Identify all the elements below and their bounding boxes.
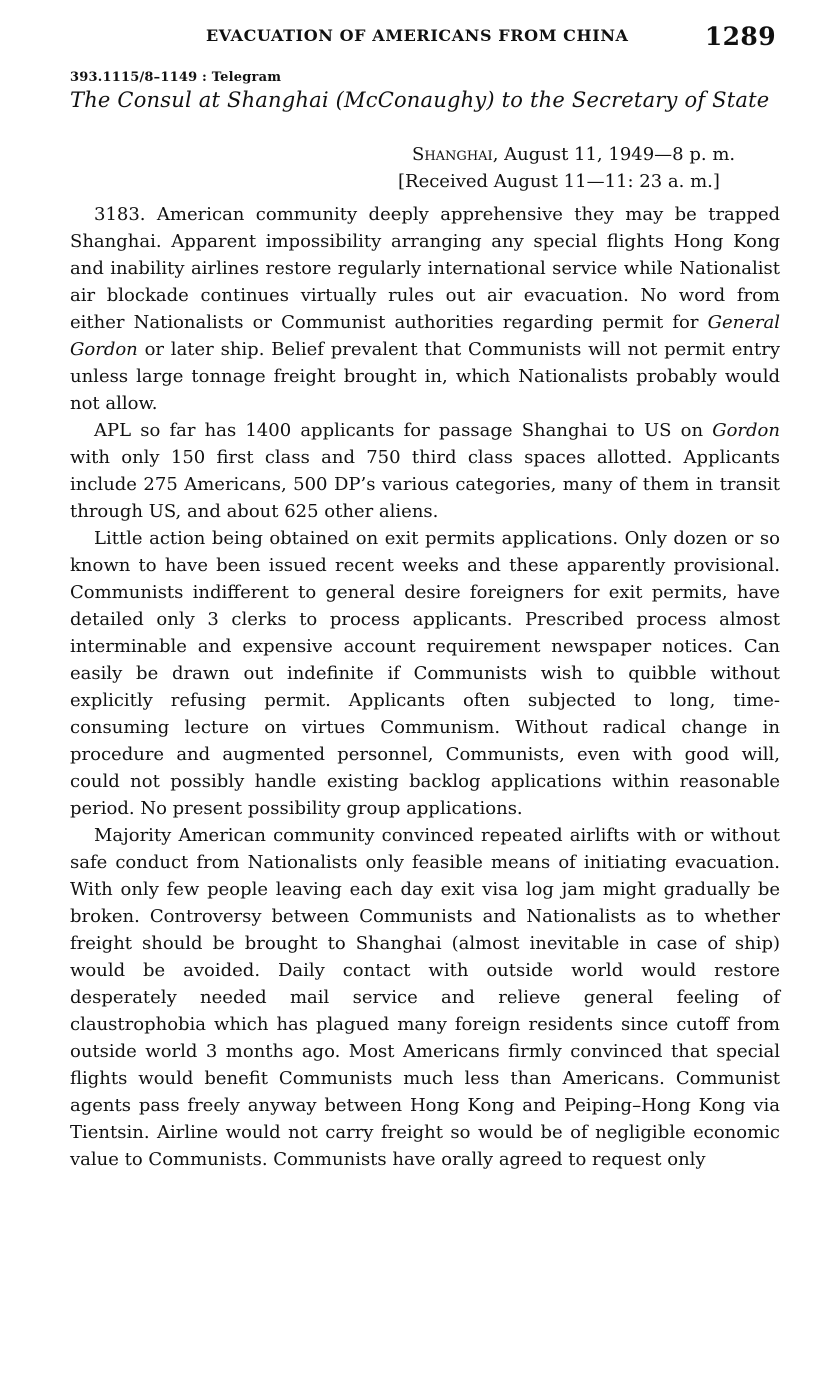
document-title: The Consul at Shanghai (McConaughy) to the Secretary of State (70, 88, 770, 112)
received-line: [Received August 11—11: 23 a. m.] (398, 171, 720, 192)
ship-name-gordon: Gordon (712, 420, 780, 441)
paragraph-2-text-b: with only 150 first class and 750 third class spaces allotted. Applicants include 275 Americans, 500 DP’s various categories, many of them in transit through US, and about 625 other aliens. (70, 447, 780, 522)
telegram-body (70, 201, 780, 1173)
paragraph-3: Little action being obtained on exit permits applications. Only dozen or so known to have been issued recent weeks and these apparently provisional. Communists indifferent to general desire foreigners for exit permits, have detailed only 3 clerks to process applicants. Prescribed process almost interminable and expensive account requirement newspaper notices. Can easily be drawn out indefinite if Communists wish to quibble without explicitly refusing permit. Applicants often subjected to long, time-consuming lecture on virtues Communism. Without radical change in procedure and augmented personnel, Communists, even with good will, could not possibly handle existing backlog applications within reasonable period. No present possibility group applications. (70, 528, 780, 819)
paragraph-2-text-a: APL so far has 1400 applicants for passage Shanghai to US on (94, 420, 713, 441)
dateline (412, 141, 780, 168)
paragraph-4: Majority American community convinced repeated airlifts with or without safe conduct from Nationalists only feasible means of initiating evacuation. With only few people leaving each day exit visa log jam might gradually be broken. Controversy between Communists and Nationalists as to whether freight should be brought to Shanghai (almost inevitable in case of ship) would be avoided. Daily contact with outside world would restore desperately needed mail service and relieve general feeling of claustrophobia which has plagued many foreign residents since cutoff from outside world 3 months ago. Most Americans firmly convinced that special flights would benefit Communists much less than Americans. Communist agents pass freely anyway between Hong Kong and Peiping–Hong Kong via Tientsin. Airline would not carry freight so would be of negligible economic value to Communists. Communists have orally agreed to request only (70, 825, 780, 1170)
file-number: 393.1115/8–1149 : Telegram (70, 70, 282, 85)
paragraph-1 (70, 201, 780, 417)
paragraph-1-text-b: or later ship. Belief prevalent that Communists will not permit entry unless large tonnage freight brought in, which Nationalists probably would not allow. (70, 339, 780, 414)
document-page (70, 22, 780, 1173)
paragraph-1-text-a: 3183. American community deeply apprehensive they may be trapped Shanghai. Apparent impossibility arranging any special flights Hong Kong and inability airlines restore regularly international service while Nationalist air blockade continues virtually rules out air evacuation. No word from either Nationalists or Communist authorities regarding permit for (70, 204, 780, 333)
dateline-date: , August 11, 1949—8 p. m. (492, 144, 736, 165)
ship-name-general-gordon: General Gordon (70, 312, 780, 360)
running-head-title: EVACUATION OF AMERICANS FROM CHINA (206, 26, 629, 45)
page-number: 1289 (704, 22, 776, 51)
dateline-place: Shanghai (412, 144, 493, 165)
running-head (70, 22, 780, 58)
paragraph-2 (70, 417, 780, 525)
